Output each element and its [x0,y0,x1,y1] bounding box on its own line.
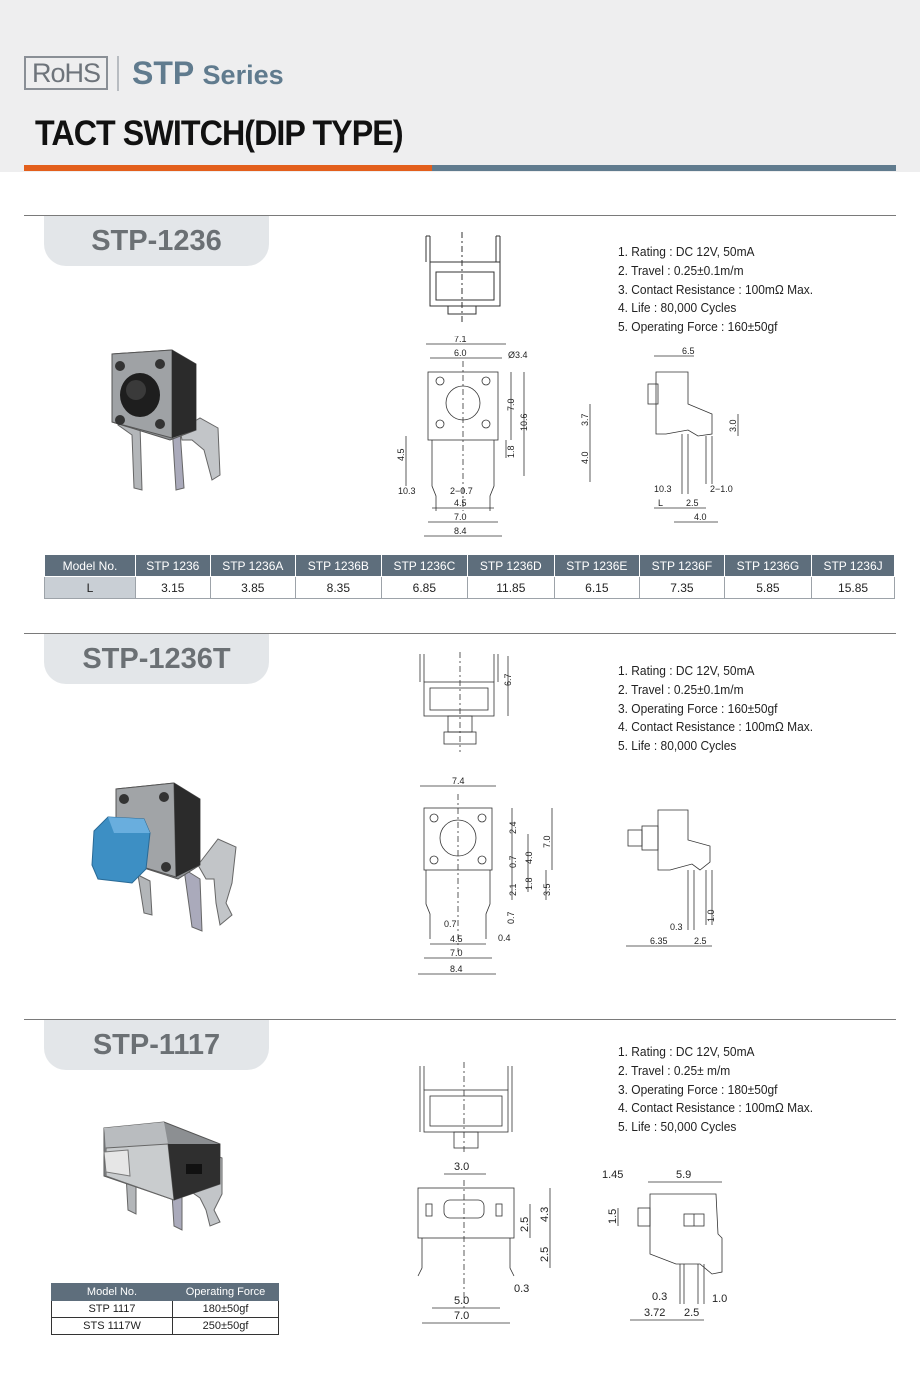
dim-label: 1.8 [506,445,516,458]
model-tab-stp-1117: STP-1117 [44,1020,269,1070]
dim-label: 6.7 [503,673,513,686]
table-cell: 250±50gf [173,1318,279,1335]
dim-label: 6.35 [650,936,668,946]
dim-label: 10.3 [654,484,672,494]
dim-label: 0.3 [670,922,683,932]
spec-list [618,662,813,756]
table-header-cell: Model No. [45,555,136,577]
dim-label: 4.5 [454,498,467,508]
spec-item: 5. Operating Force : 160±50gf [618,319,778,335]
table-cell: 6.15 [554,577,640,599]
table-header-cell: STP 1236J [812,555,895,577]
drawing-top-view [410,652,525,752]
table-cell: 3.15 [136,577,211,599]
drawing-top-view [414,1062,519,1152]
spec-item: 1. Rating : DC 12V, 50mA [618,663,755,678]
table-cell: 15.85 [812,577,895,599]
product-photo-stp-1117 [96,1114,236,1234]
spec-item: 5. Life : 50,000 Cycles [618,1119,737,1135]
table-header-cell: Operating Force [173,1284,279,1301]
table-cell: 5.85 [724,577,811,599]
table-cell: STP 1117 [52,1301,173,1318]
model-table-stp-1117 [51,1283,279,1335]
table-header-cell: STP 1236B [296,555,382,577]
dim-label: 0.3 [514,1283,530,1295]
drawing-side-view [578,344,748,529]
dim-label: 1.0 [712,1293,728,1305]
dim-label: 6.5 [682,346,695,356]
drawing-front-view [396,336,546,541]
dim-label: 0.7 [508,855,518,868]
dim-label: 2.5 [694,936,707,946]
drawing-front-view [402,774,572,979]
spec-item: 3. Operating Force : 160±50gf [618,700,778,716]
dim-label: 5.9 [676,1169,692,1181]
dim-label: 4.5 [450,934,463,944]
drawing-side-view [600,1164,750,1324]
table-header-cell: STP 1236F [640,555,725,577]
product-photo-stp-1236t [88,775,248,935]
dim-label: Ø3.4 [508,350,528,360]
dim-label: 2.1 [508,883,518,896]
dim-label: 3.5 [542,883,552,896]
dim-label: 2−1.0 [710,484,733,494]
dim-label: 2.5 [539,1246,551,1262]
spec-item: 4. Life : 80,000 Cycles [618,300,737,316]
drawing-front-view [404,1158,564,1328]
dim-label: 8.4 [450,964,463,974]
drawing-top-view [418,232,508,322]
header-divider [117,56,119,91]
table-header-row [45,555,895,577]
dim-label: 7.0 [454,1310,470,1322]
dim-label: 3.0 [454,1161,470,1173]
dim-label: 3.72 [644,1307,666,1319]
table-row [45,577,895,599]
table-row [52,1318,279,1335]
dim-label: 1.5 [607,1208,619,1224]
table-header-cell: Model No. [52,1284,173,1301]
spec-item: 1. Rating : DC 12V, 50mA [618,244,755,259]
table-header-cell: STP 1236D [468,555,554,577]
dim-label: 7.0 [542,835,552,848]
drawing-side-view [618,800,728,950]
dim-label: 6.0 [454,348,467,358]
dim-label: 4.0 [694,512,707,522]
dim-label: 5.0 [454,1295,470,1307]
spec-list [618,1043,813,1137]
spec-item: 2. Travel : 0.25±0.1m/m [618,262,744,278]
spec-item: 2. Travel : 0.25±0.1m/m [618,681,744,697]
dim-label: 2.4 [508,821,518,834]
dim-label: 7.0 [506,398,516,411]
dim-label: 2.5 [684,1307,700,1319]
dim-label: 10.6 [519,413,529,431]
dim-label: 3.7 [580,413,590,426]
table-cell: 3.85 [210,577,296,599]
dim-label: 2.5 [519,1216,531,1232]
spec-item: 4. Contact Resistance : 100mΩ Max. [618,719,814,735]
model-tab-stp-1236: STP-1236 [44,216,269,266]
spec-item: 3. Contact Resistance : 100mΩ Max. [618,281,814,297]
dim-label: 0.4 [498,933,511,943]
spec-item: 2. Travel : 0.25± m/m [618,1062,731,1078]
product-photo-stp-1236 [100,340,230,495]
model-tab-stp-1236t: STP-1236T [44,634,269,684]
accent-bar-slate [432,165,896,171]
table-cell: 8.35 [296,577,382,599]
dim-label: 2.5 [686,498,699,508]
dim-label: 4.0 [580,451,590,464]
page-title: TACT SWITCH(DIP TYPE) [35,114,403,153]
dim-label: 1.0 [706,909,716,922]
dim-label: 7.4 [452,776,465,786]
dim-label: 1.8 [524,877,534,890]
spec-item: 1. Rating : DC 12V, 50mA [618,1044,755,1059]
rohs-badge: RoHS [24,56,108,90]
dim-label: 7.1 [454,336,467,344]
dim-label: 7.0 [454,512,467,522]
dim-label: 8.4 [454,526,467,536]
dim-label: 0.7 [506,911,516,924]
table-header-cell: STP 1236C [381,555,467,577]
table-cell: 7.35 [640,577,725,599]
series-title [132,55,284,92]
dim-label: 4.3 [539,1206,551,1222]
table-header-cell: STP 1236G [724,555,811,577]
table-header-cell: STP 1236A [210,555,296,577]
table-cell: L [45,577,136,599]
dim-label: 0.3 [652,1291,668,1303]
spec-list [618,243,813,337]
spec-item: 3. Operating Force : 180±50gf [618,1081,778,1097]
table-header-cell: STP 1236 [136,555,211,577]
dim-label: 4.0 [524,851,534,864]
model-table-stp-1236 [44,554,895,599]
dim-label: 2−0.7 [450,486,473,496]
table-row [52,1301,279,1318]
table-header-row [52,1284,279,1301]
table-header-cell: STP 1236E [554,555,640,577]
table-cell: 180±50gf [173,1301,279,1318]
table-cell: 6.85 [381,577,467,599]
dim-label: L [658,498,664,508]
series-sub: Series [202,60,284,90]
accent-bar-orange [24,165,432,171]
dim-label: 10.3 [398,486,416,496]
table-cell: STS 1117W [52,1318,173,1335]
dim-label: 1.45 [602,1169,624,1181]
spec-item: 5. Life : 80,000 Cycles [618,738,737,754]
dim-label: 0.7 [444,919,457,929]
table-cell: 11.85 [468,577,554,599]
dim-label: 3.0 [728,419,738,432]
dim-label: 4.5 [396,448,406,461]
dim-label: 7.0 [450,948,463,958]
series-main: STP [132,55,194,91]
spec-item: 4. Contact Resistance : 100mΩ Max. [618,1100,814,1116]
